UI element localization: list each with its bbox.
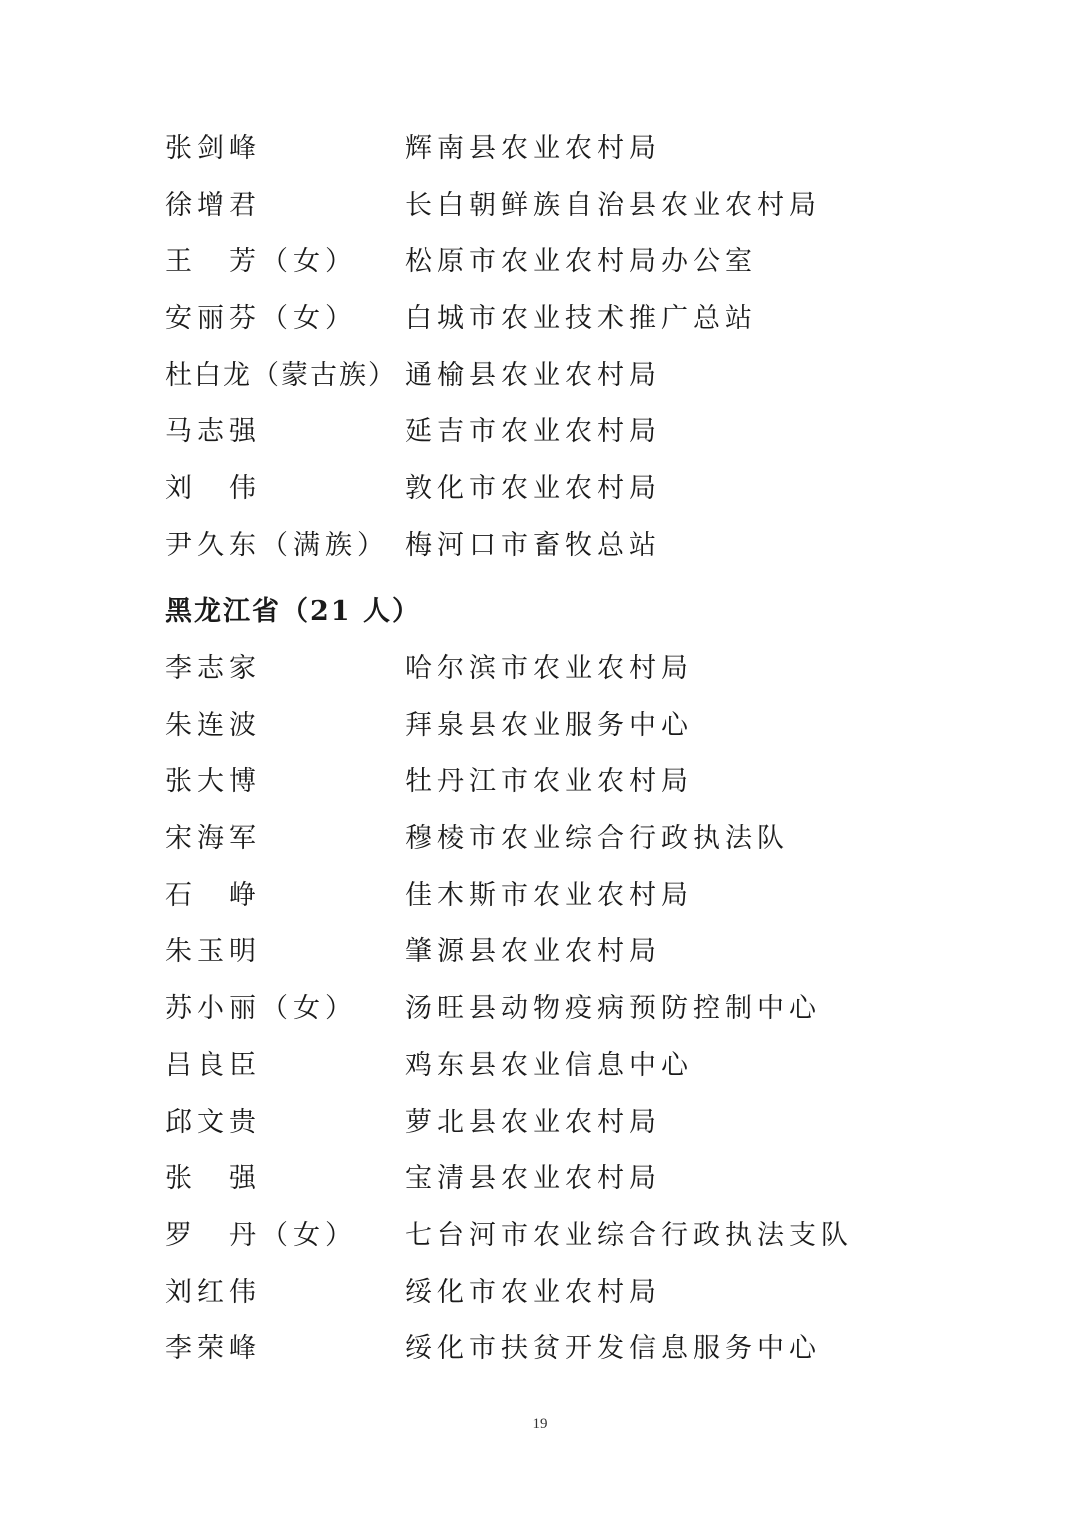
list-item: [165, 178, 925, 235]
organization: 拜泉县农业服务中心: [405, 709, 693, 741]
organization: 牡丹江市农业农村局: [405, 766, 693, 798]
province-heading: 黑龙江省（21 人）: [165, 596, 421, 627]
person-name: 刘红伟: [165, 1276, 261, 1308]
person-name: 张大博: [165, 766, 261, 798]
organization: 萝北县农业农村局: [405, 1106, 661, 1138]
list-item: [165, 924, 925, 981]
list-item: [165, 1095, 925, 1152]
organization: 松原市农业农村局办公室: [405, 246, 757, 278]
person-name: 杜白龙（蒙古族）: [165, 359, 397, 391]
organization: 通榆县农业农村局: [405, 359, 661, 391]
list-item: [165, 1151, 925, 1208]
organization: 梅河口市畜牧总站: [405, 529, 661, 561]
list-item: [165, 1321, 925, 1378]
organization: 辉南县农业农村局: [405, 133, 661, 164]
person-name: 苏小丽（女）: [165, 993, 357, 1025]
person-name: 石 峥: [165, 879, 261, 911]
person-name: 李志家: [165, 653, 261, 684]
person-name: 尹久东（满族）: [165, 529, 389, 561]
person-name: 罗 丹（女）: [165, 1219, 357, 1251]
organization: 穆棱市农业综合行政执法队: [405, 823, 789, 855]
person-name: 吕良臣: [165, 1049, 261, 1081]
organization: 敦化市农业农村局: [405, 473, 661, 505]
list-item: [165, 698, 925, 755]
organization: 绥化市农业农村局: [405, 1276, 661, 1308]
list-item: [165, 404, 925, 461]
organization: 绥化市扶贫开发信息服务中心: [405, 1333, 821, 1365]
list-item: [165, 348, 925, 405]
person-name: 朱连波: [165, 709, 261, 741]
organization: 佳木斯市农业农村局: [405, 879, 693, 911]
organization: 长白朝鲜族自治县农业农村局: [405, 189, 821, 221]
name-list-section-2: [165, 641, 925, 1378]
person-name: 马志强: [165, 416, 261, 448]
person-name: 朱玉明: [165, 936, 261, 968]
list-item: [165, 811, 925, 868]
organization: 延吉市农业农村局: [405, 416, 661, 448]
organization: 白城市农业技术推广总站: [405, 303, 757, 335]
person-name: 李荣峰: [165, 1333, 261, 1365]
list-item: [165, 234, 925, 291]
list-item: [165, 461, 925, 518]
person-name: 徐增君: [165, 189, 261, 221]
name-list-section-1: [165, 121, 925, 575]
organization: 宝清县农业农村局: [405, 1163, 661, 1195]
list-item: [165, 291, 925, 348]
person-name: 刘 伟: [165, 473, 261, 505]
person-name: 张 强: [165, 1163, 261, 1195]
list-item: [165, 868, 925, 925]
list-item: [165, 1265, 925, 1322]
page-number: 19: [532, 1416, 548, 1432]
list-item: [165, 754, 925, 811]
list-item: [165, 121, 925, 178]
list-item: [165, 518, 925, 575]
list-item: [165, 641, 925, 698]
person-name: 安丽芬（女）: [165, 303, 357, 335]
organization: 汤旺县动物疫病预防控制中心: [405, 993, 821, 1025]
person-name: 张剑峰: [165, 133, 261, 164]
organization: 鸡东县农业信息中心: [405, 1049, 693, 1081]
list-item: [165, 1208, 925, 1265]
list-item: [165, 1038, 925, 1095]
organization: 哈尔滨市农业农村局: [405, 653, 693, 684]
organization: 七台河市农业综合行政执法支队: [405, 1219, 853, 1251]
person-name: 王 芳（女）: [165, 246, 357, 278]
person-name: 宋海军: [165, 823, 261, 855]
organization: 肇源县农业农村局: [405, 936, 661, 968]
person-name: 邱文贵: [165, 1106, 261, 1138]
list-item: [165, 981, 925, 1038]
